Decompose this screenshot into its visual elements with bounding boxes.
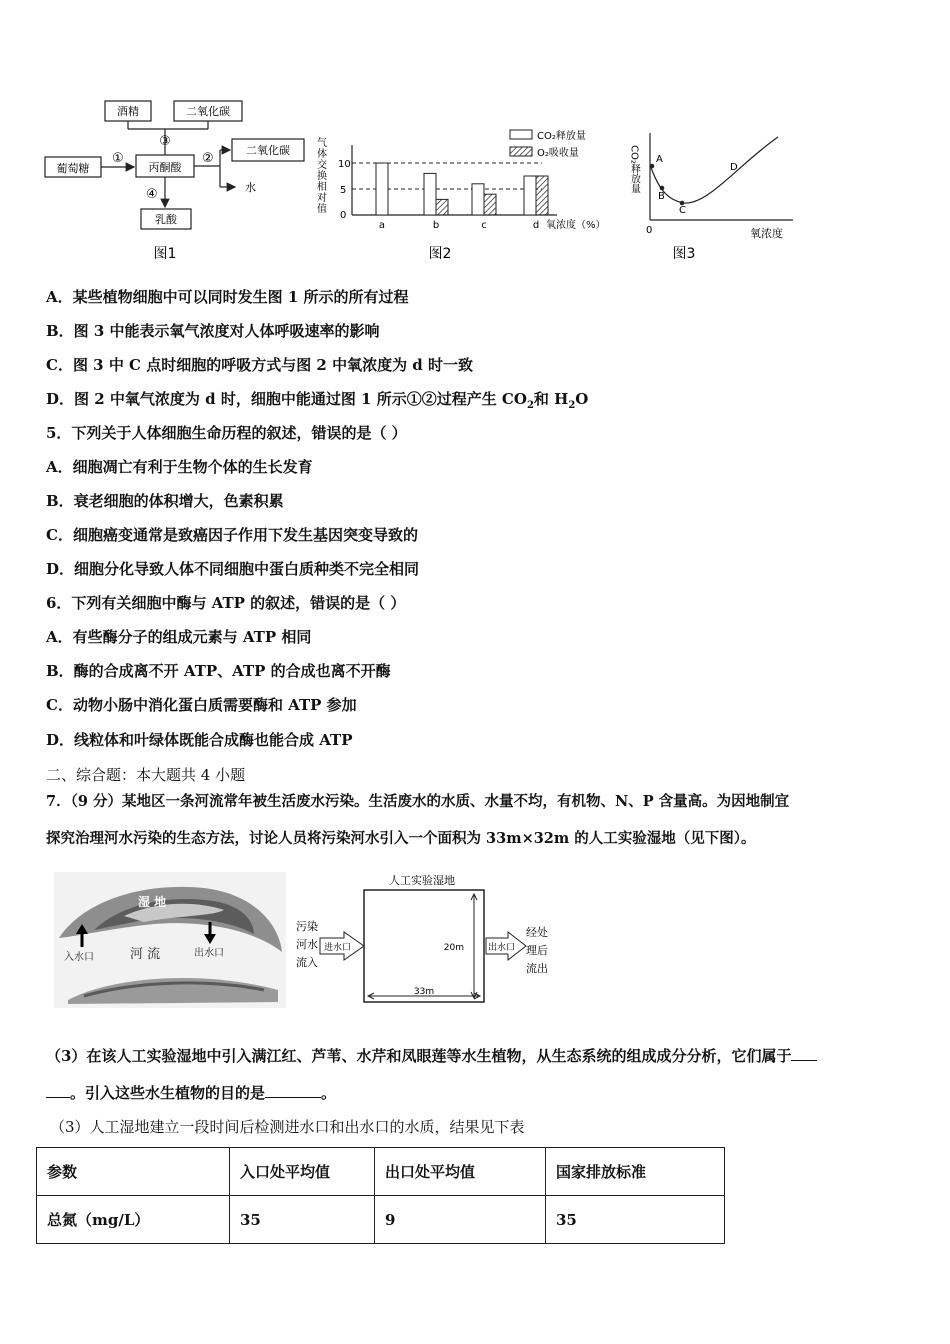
table-header-cell: 出口处平均值 [375,1148,546,1196]
q6-option-d: D．线粒体和叶绿体既能合成酶也能合成 ATP [46,731,353,749]
q6-stem: 6．下列有关细胞中酶与 ATP 的叙述，错误的是（ ） [46,594,406,612]
y-tick-5: 5 [340,185,347,196]
source-label-2: 河水 [296,938,318,951]
water-quality-table [36,1147,725,1244]
inlet-label: 入水口 [64,952,94,963]
q4-option-c: C．图 3 中 C 点时细胞的呼吸方式与图 2 中氧浓度为 d 时一致 [46,356,474,374]
q7-part3-line-2: 。引入这些水生植物的目的是 。 [46,1082,336,1103]
table-cell: 9 [375,1196,546,1244]
glucose-label: 葡萄糖 [56,162,90,175]
figure-3-caption: 图3 [672,246,696,262]
wetland-diagram [294,870,556,1010]
table-cell: 总氮（mg/L） [37,1196,230,1244]
o2-bar-b [436,199,448,215]
table-row [37,1196,725,1244]
q7-part3-line-1: （3）在该人工实验湿地中引入满江红、芦苇、水芹和凤眼莲等水生植物，从生态系统的组成成分分析，它们属于 [46,1045,817,1066]
inlet-box-label: 进水口 [324,943,352,953]
q4-option-a: A．某些植物细胞中可以同时发生图 1 所示的所有过程 [46,288,409,306]
x-tick-a: a [378,220,386,231]
table-header-cell: 国家排放标准 [546,1148,725,1196]
y-tick-0: 0 [340,210,347,221]
legend-co2-label: CO₂释放量 [537,131,586,142]
step-1-marker: ① [112,151,124,166]
section-heading: 二、综合题：本大题共 4 小题 [46,766,246,784]
legend-co2-swatch [510,130,532,139]
point-b-label: B [658,191,665,202]
table-header-cell: 参数 [37,1148,230,1196]
table-cell: 35 [546,1196,725,1244]
height-label: 20m [443,943,464,953]
q5-option-a: A．细胞凋亡有利于生物个体的生长发育 [46,458,313,476]
figure-1 [40,95,310,265]
water-label: 水 [245,181,256,194]
x-tick-c: c [481,220,487,231]
co2-bar-d [524,176,536,215]
q6-option-b: B．酶的合成离不开 ATP、ATP 的合成也离不开酶 [46,662,391,680]
result-label-3: 流出 [526,962,548,975]
step-3-marker: ③ [159,134,171,149]
diagram-title: 人工实验湿地 [389,874,455,887]
q6-option-c: C．动物小肠中消化蛋白质需要酶和 ATP 参加 [46,696,357,714]
river-label: 河 流 [130,947,161,962]
x-tick-b: b [432,220,440,231]
step-4-marker: ④ [146,187,158,202]
q5-option-c: C．细胞癌变通常是致癌因子作用下发生基因突变导致的 [46,526,418,544]
result-label-1: 经处 [526,926,548,939]
outlet-label: 出水口 [194,948,224,959]
q5-option-b: B．衰老细胞的体积增大，色素积累 [46,492,284,510]
q4-option-d: D．图 2 中氧气浓度为 d 时，细胞中能通过图 1 所示①②过程产生 $CO_2$和 $H_2O$ [46,390,589,411]
lactic-acid-label: 乳酸 [155,213,177,226]
o2-bar-d [536,176,548,215]
x-axis-label: 氧浓度 [750,227,783,240]
table-header-cell: 入口处平均值 [230,1148,375,1196]
q7-line-2: 探究治理河水污染的生态方法，讨论人员将污染河水引入一个面积为 33m×32m 的人工实验湿地（见下图）。 [46,830,756,847]
width-label: 33m [413,987,435,997]
q7-part3-table-intro: （3）人工湿地建立一段时间后检测进水口和出水口的水质，结果见下表 [50,1118,525,1136]
origin-label: 0 [646,225,653,236]
x-axis-label: 氧浓度（%） [546,220,606,231]
outlet-box-label: 出水口 [488,943,516,953]
legend-o2-swatch [510,147,532,156]
figure-3 [628,125,798,265]
alcohol-label: 酒精 [117,105,139,118]
source-label-1: 污染 [296,920,318,933]
q7-line-1: 7．（9 分）某地区一条河流常年被生活废水污染。生活废水的水质、水量不均，有机物、N、P 含量高。为因地制宜 [46,793,790,810]
co2-bar-a [376,163,388,215]
co2-label-top: 二氧化碳 [186,105,230,118]
q4-option-b: B．图 3 中能表示氧气浓度对人体呼吸速率的影响 [46,322,380,340]
co2-bar-c [472,184,484,215]
y-tick-10: 10 [338,159,351,170]
figure-2-caption: 图2 [428,246,452,262]
y-axis-label: 气体交换相对值 [314,137,326,214]
co2-bar-b [424,173,436,215]
point-a-label: A [656,154,663,165]
co2-label-right: 二氧化碳 [246,144,290,157]
source-label-3: 流入 [296,956,318,969]
wetland-photo [54,872,286,1008]
step-2-marker: ② [202,151,214,166]
q6-option-a: A．有些酶分子的组成元素与 ATP 相同 [46,628,312,646]
figure-1-caption: 图1 [153,246,177,262]
legend-o2-label: O₂吸收量 [537,148,579,159]
point-c-label: C [679,205,686,216]
figure-2 [312,125,627,265]
o2-bar-c [484,194,496,215]
table-header-row [37,1148,725,1196]
table-cell: 35 [230,1196,375,1244]
result-label-2: 理后 [526,944,548,957]
x-tick-d: d [532,220,540,231]
point-d-label: D [730,162,738,173]
q5-option-d: D．细胞分化导致人体不同细胞中蛋白质种类不完全相同 [46,560,420,578]
q5-stem: 5．下列关于人体细胞生命历程的叙述，错误的是（ ） [46,424,407,442]
pyruvate-label: 丙酮酸 [148,161,182,174]
wetland-label: 湿 地 [138,895,167,909]
y-axis-label: CO₂释放量 [628,145,640,194]
